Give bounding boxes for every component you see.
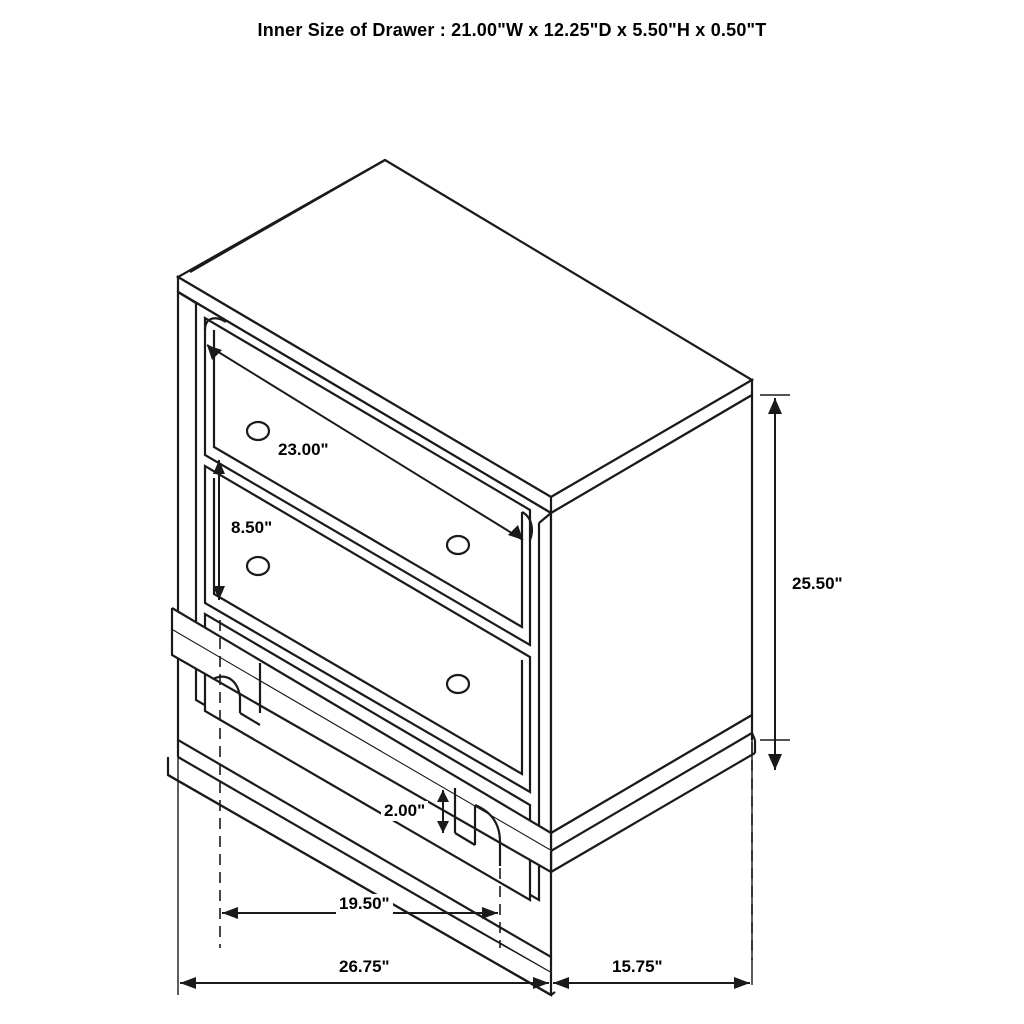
dimension-label-overall-depth: 15.75": [609, 957, 666, 977]
dimension-label-overall-height: 25.50": [789, 574, 846, 594]
dimension-label-drawer-height: 8.50": [228, 518, 275, 538]
dimension-label-overall-width: 26.75": [336, 957, 393, 977]
dimension-label-inner-width: 19.50": [336, 894, 393, 914]
dimension-label-leg-clearance: 2.00": [381, 801, 428, 821]
dimension-label-drawer-width: 23.00": [275, 440, 332, 460]
page-title: Inner Size of Drawer : 21.00"W x 12.25"D x 5.50"H x 0.50"T: [257, 20, 767, 40]
